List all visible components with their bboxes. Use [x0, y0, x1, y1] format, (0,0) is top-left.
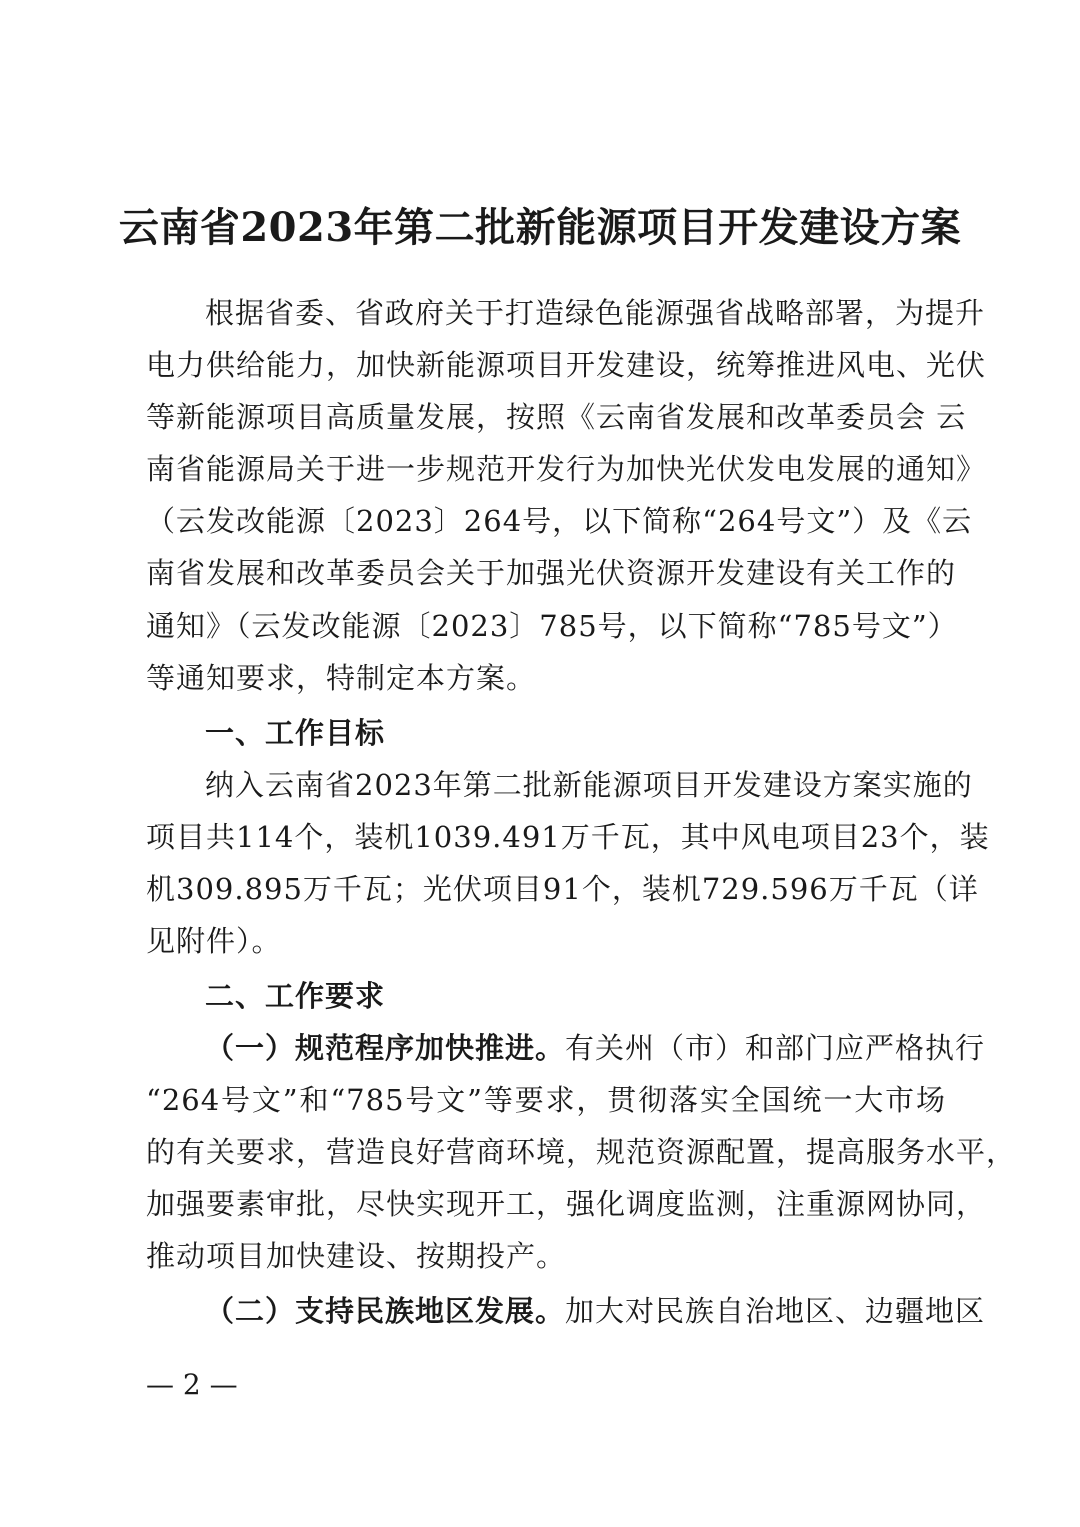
goals-line-2: 项目共114个，装机1039.491万千瓦，其中风电项目23个，装 — [146, 820, 990, 854]
intro-line-8: 等通知要求，特制定本方案。 — [146, 661, 537, 695]
intro-line-6: 南省发展和改革委员会关于加强光伏资源开发建设有关工作的 — [146, 556, 957, 590]
section-heading-requirements: 二、工作要求 — [205, 979, 386, 1013]
item1-line-3: 的有关要求，营造良好营商环境，规范资源配置，提高服务水平， — [146, 1135, 1017, 1169]
item1-line-4: 加强要素审批，尽快实现开工，强化调度监测，注重源网协同， — [146, 1187, 987, 1221]
item1-line-2: “264号文”和“785号文”等要求，贯彻落实全国统一大市场 — [146, 1083, 946, 1117]
section-heading-goals: 一、工作目标 — [205, 716, 386, 750]
item2-line-1 — [205, 1291, 986, 1331]
page-number: — 2 — — [146, 1368, 238, 1401]
intro-line-5: （云发改能源〔2023〕264号，以下简称“264号文”）及《云 — [146, 504, 973, 538]
item1-line-5: 推动项目加快建设、按期投产。 — [146, 1239, 567, 1273]
intro-line-2: 电力供给能力，加快新能源项目开发建设，统筹推进风电、光伏 — [146, 348, 987, 382]
item2-bold-lead: （二）支持民族地区发展。 — [205, 1294, 566, 1328]
intro-line-1: 根据省委、省政府关于打造绿色能源强省战略部署，为提升 — [205, 296, 986, 330]
intro-line-7: 通知》（云发改能源〔2023〕785号，以下简称“785号文”） — [146, 609, 958, 643]
intro-line-4: 南省能源局关于进一步规范开发行为加快光伏发电发展的通知》 — [146, 452, 987, 486]
item1-first-rest: 有关州（市）和部门应严格执行 — [565, 1031, 986, 1065]
document-title: 云南省2023年第二批新能源项目开发建设方案 — [118, 204, 962, 251]
goals-line-1: 纳入云南省2023年第二批新能源项目开发建设方案实施的 — [205, 768, 973, 802]
goals-line-3: 机309.895万千瓦；光伏项目91个，装机729.596万千瓦（详 — [146, 872, 979, 906]
item1-line-1 — [205, 1028, 986, 1068]
item1-bold-lead: （一）规范程序加快推进。 — [205, 1031, 566, 1065]
goals-line-4: 见附件）。 — [146, 924, 282, 958]
item2-first-rest: 加大对民族自治地区、边疆地区 — [565, 1294, 986, 1328]
intro-line-3: 等新能源项目高质量发展，按照《云南省发展和改革委员会 云 — [146, 400, 967, 434]
